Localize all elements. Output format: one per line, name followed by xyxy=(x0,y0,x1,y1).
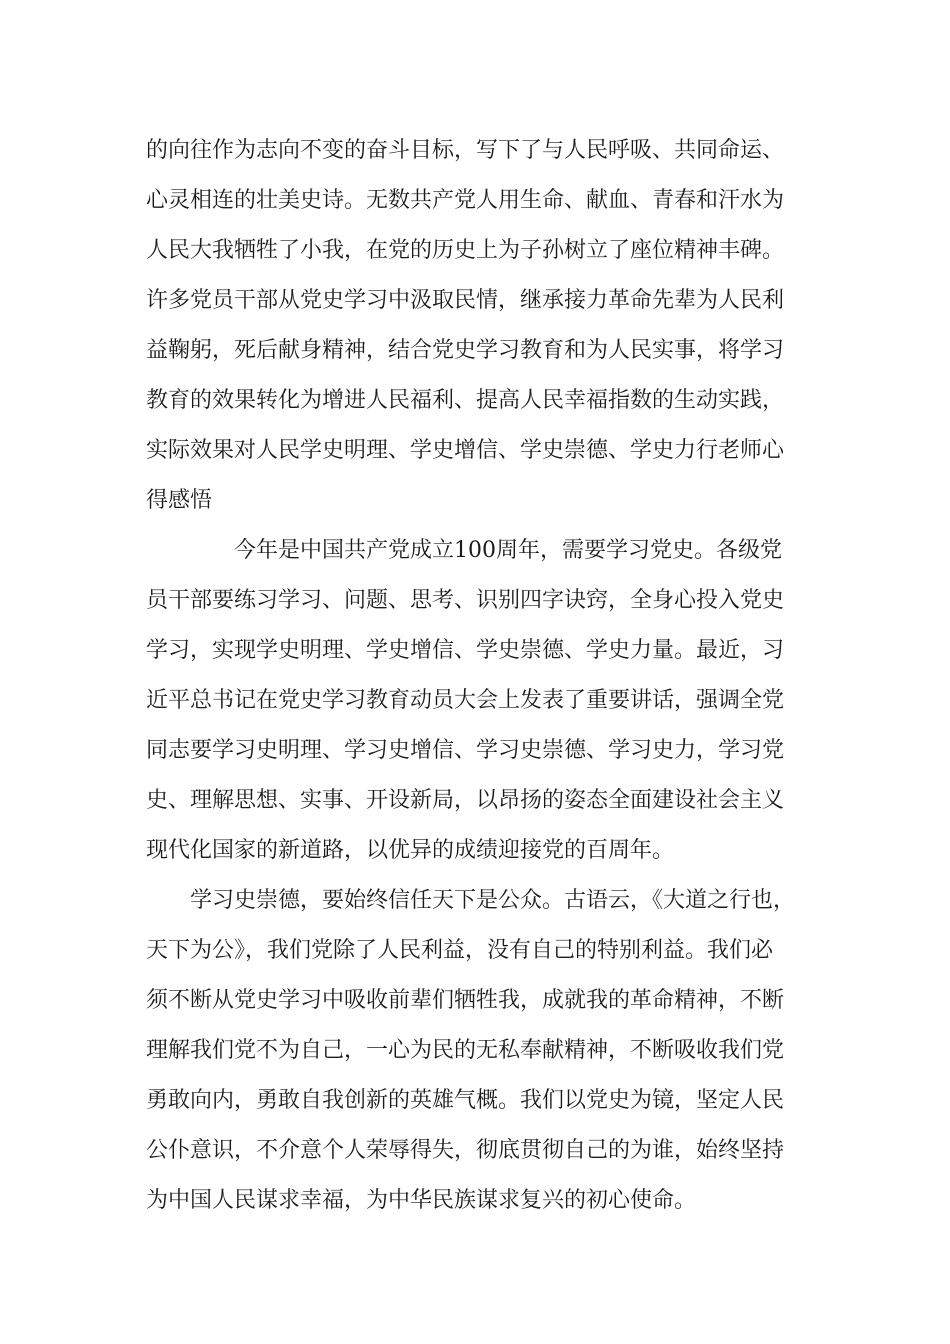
text-line: 人民大我牺牲了小我，在党的历史上为子孙树立了座位精神丰碑。 xyxy=(146,238,785,263)
text-line: 须不断从党史学习中吸收前辈们牺牲我，成就我的革命精神，不断 xyxy=(146,988,785,1013)
text-line: 勇敢向内，勇敢自我创新的英雄气概。我们以党史为镜，坚定人民 xyxy=(146,1088,785,1113)
paragraph-2 xyxy=(146,526,784,876)
text-line: 益鞠躬，死后献身精神，结合党史学习教育和为人民实事，将学习 xyxy=(146,338,785,363)
text-line: 实际效果对人民学史明理、学史增信、学史崇德、学史力行老师心 xyxy=(146,438,785,463)
text-line: 学习史崇德，要始终信任天下是公众。古语云，《大道之行也， xyxy=(190,888,796,913)
paragraph-3 xyxy=(146,876,795,1226)
text-line: 今年是中国共产党成立100周年，需要学习党史。各级党 xyxy=(234,538,782,563)
paragraph-1 xyxy=(146,126,784,526)
text-line: 近平总书记在党史学习教育动员大会上发表了重要讲话，强调全党 xyxy=(146,688,785,713)
text-line: 学习，实现学史明理、学史增信、学史崇德、学史力量。最近，习 xyxy=(146,638,785,663)
text-line: 史、理解思想、实事、开设新局，以昂扬的姿态全面建设社会主义 xyxy=(146,788,785,813)
text-line: 教育的效果转化为增进人民福利、提高人民幸福指数的生动实践， xyxy=(146,388,785,413)
text-line: 天下为公》，我们党除了人民利益，没有自己的特别利益。我们必 xyxy=(146,938,774,963)
text-line: 现代化国家的新道路，以优异的成绩迎接党的百周年。 xyxy=(146,838,675,863)
text-line: 员干部要练习学习、问题、思考、识别四字诀窍，全身心投入党史 xyxy=(146,588,785,613)
text-line: 公仆意识，不介意个人荣辱得失，彻底贯彻自己的为谁，始终坚持 xyxy=(146,1138,785,1163)
text-line: 理解我们党不为自己，一心为民的无私奉献精神，不断吸收我们党 xyxy=(146,1038,785,1063)
text-line: 得感悟 xyxy=(146,488,213,513)
text-line: 同志要学习史明理、学习史增信、学习史崇德、学习史力，学习党 xyxy=(146,738,785,763)
text-line: 为中国人民谋求幸福，为中华民族谋求复兴的初心使命。 xyxy=(146,1188,697,1213)
text-line: 心灵相连的壮美史诗。无数共产党人用生命、献血、青春和汗水为 xyxy=(146,188,785,213)
text-line: 的向往作为志向不变的奋斗目标，写下了与人民呼吸、共同命运、 xyxy=(146,138,785,163)
text-line: 许多党员干部从党史学习中汲取民情，继承接力革命先辈为人民利 xyxy=(146,288,785,313)
